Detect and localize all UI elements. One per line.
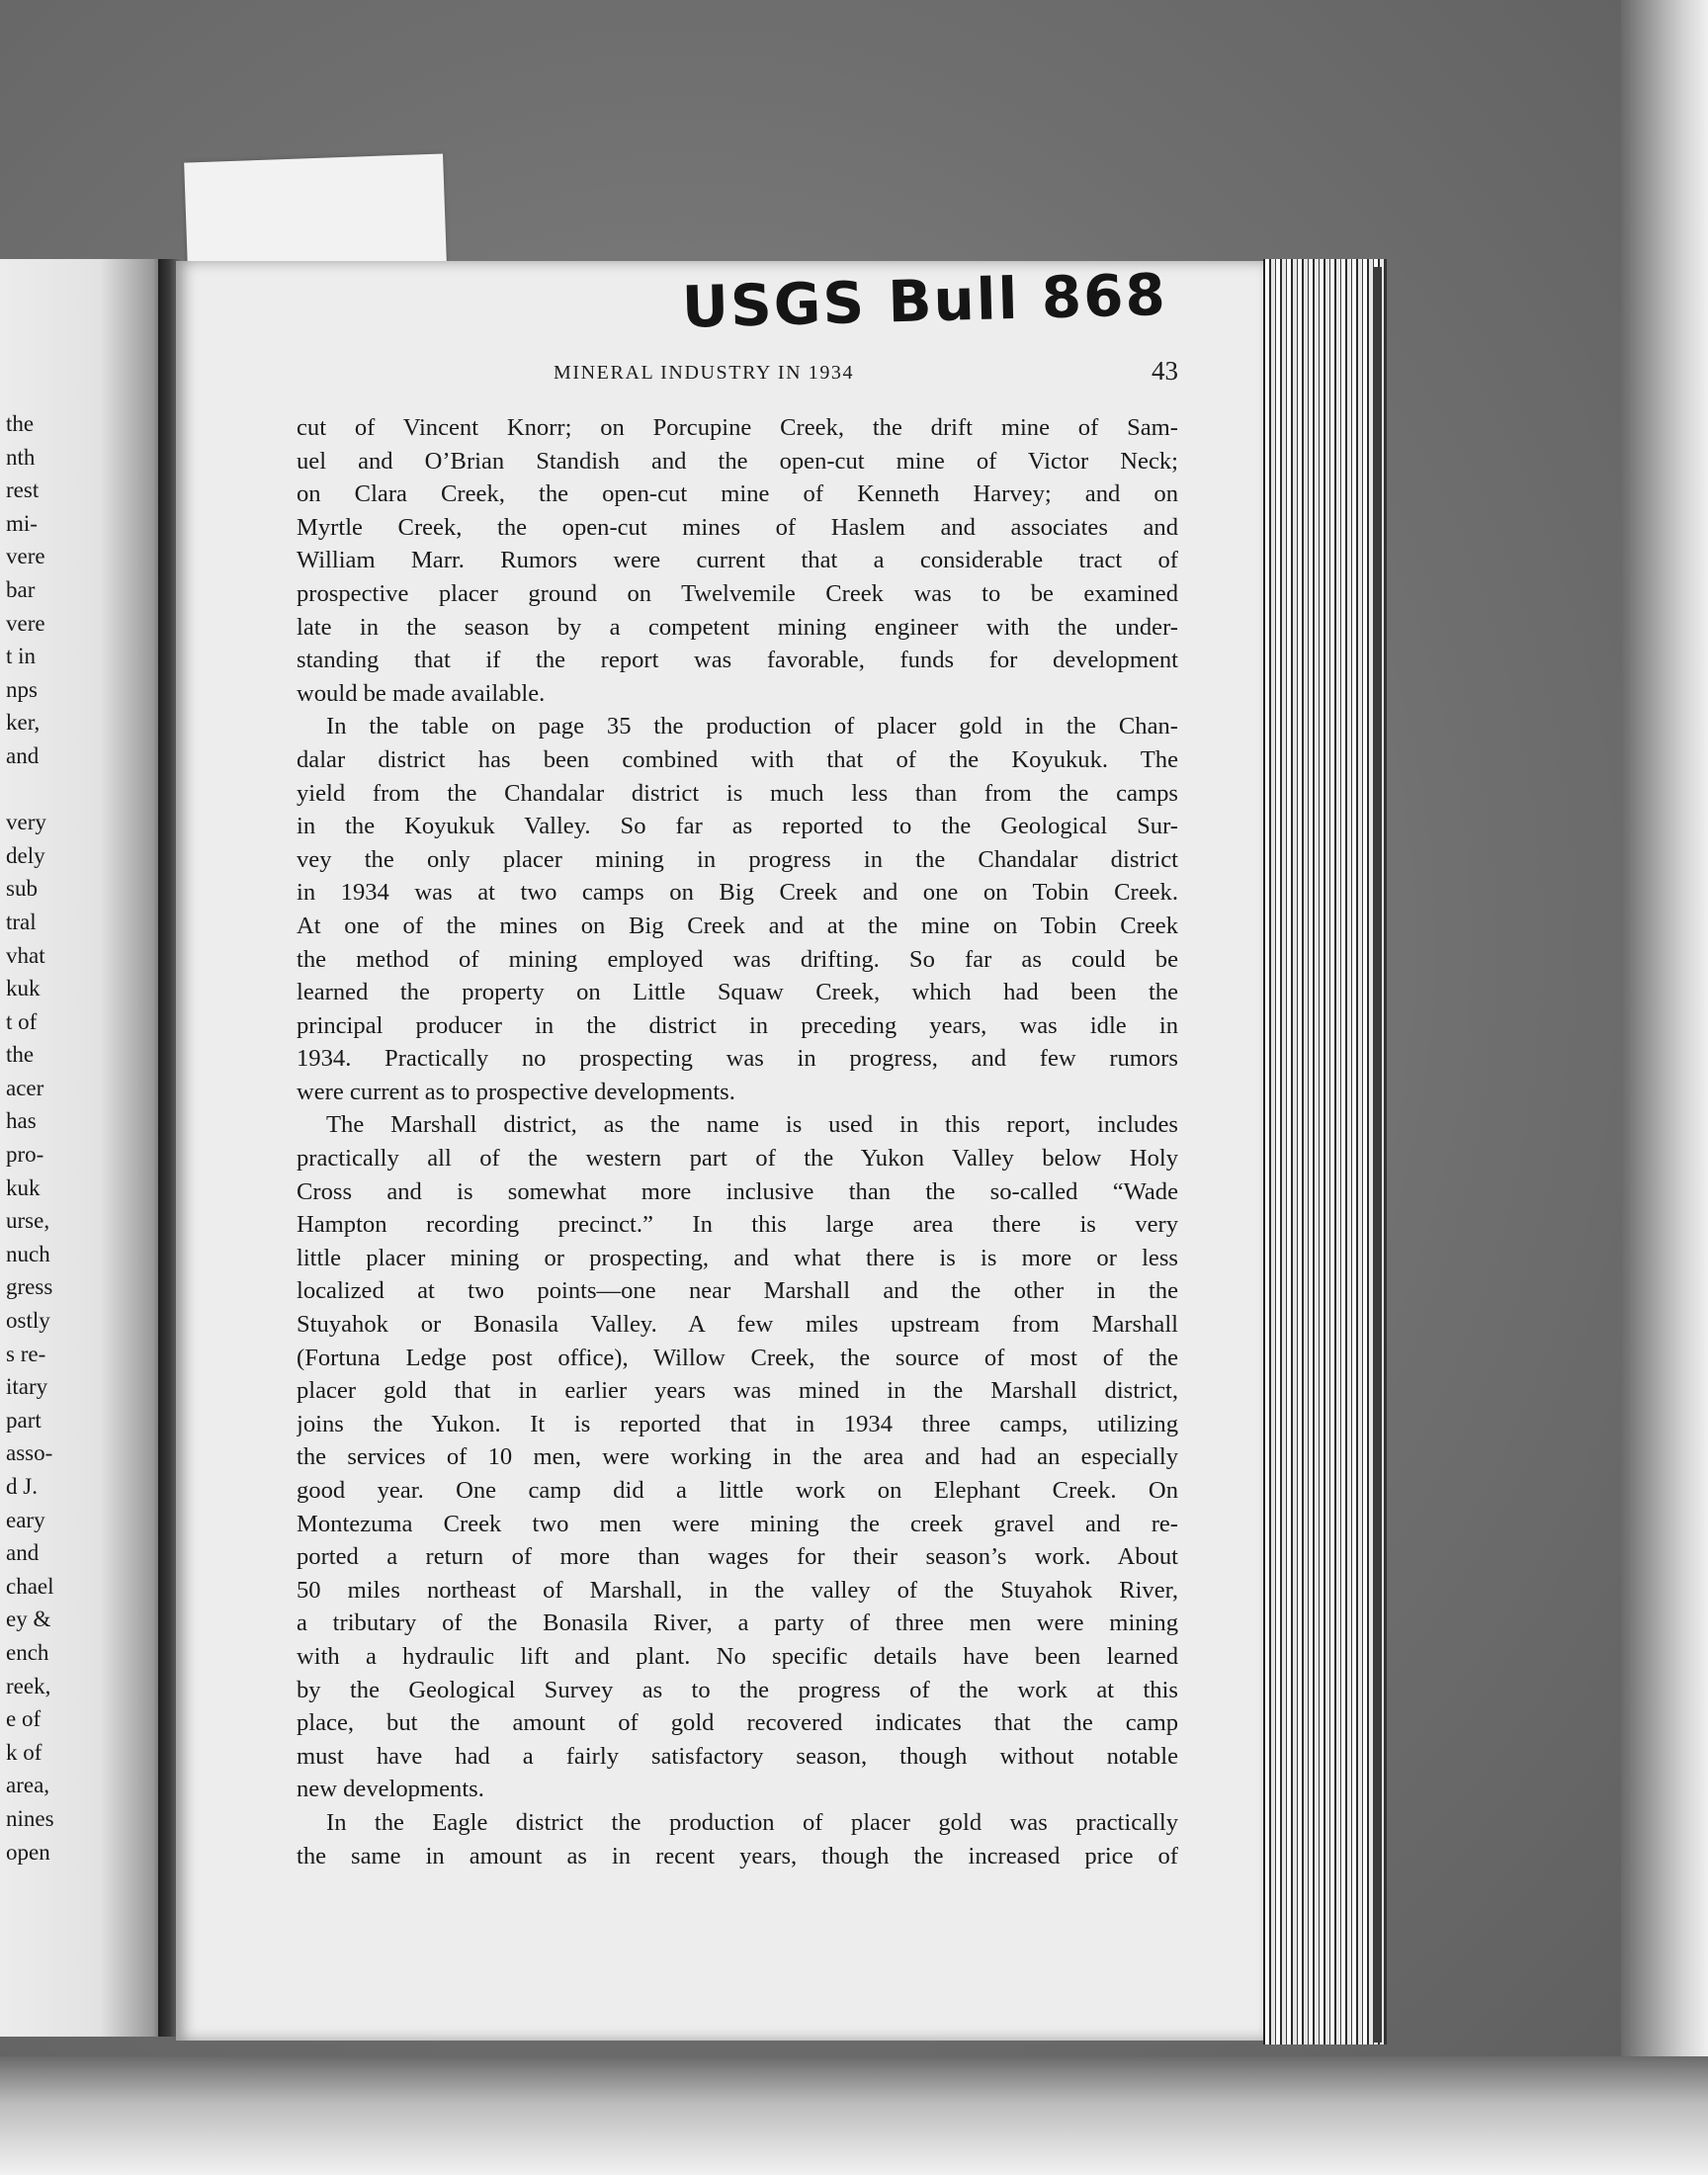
facing-page-line: the [6, 411, 35, 436]
text-line: would be made available. [297, 679, 546, 707]
facing-page-line: eary [6, 1507, 45, 1532]
facing-page-line: t of [6, 1008, 38, 1034]
paper-tab-slip [184, 153, 447, 271]
page-stack-edge [1263, 259, 1387, 2044]
facing-page-line: open [6, 1839, 50, 1865]
facing-page-line: and [6, 742, 40, 768]
text-line: In the Eagle district the production of placer gold was practically [326, 1808, 1178, 1836]
text-line: joins the Yukon. It is reported that in 1934 three camps, utilizing [297, 1410, 1178, 1437]
handwritten-annotation: USGS Bull 868 [681, 260, 1168, 341]
text-line: little placer mining or prospecting, and what there is is more or less [297, 1244, 1178, 1271]
text-line: prospective placer ground on Twelvemile Creek was to be examined [297, 579, 1178, 607]
text-line: practically all of the western part of the Yukon Valley below Holy [297, 1145, 1178, 1173]
text-line: on Clara Creek, the open-cut mine of Kenneth Harvey; and on [297, 480, 1178, 508]
facing-page-line: pro- [6, 1142, 44, 1168]
text-line: uel and O’Brian Standish and the open-cut mine of Victor Neck; [297, 447, 1178, 475]
facing-page-line: nuch [6, 1241, 50, 1266]
text-line: Montezuma Creek two men were mining the creek gravel and re- [297, 1510, 1178, 1537]
text-line: In the table on page 35 the production of placer gold in the Chan- [326, 713, 1178, 740]
scan-bottom-margin [0, 2056, 1708, 2175]
facing-page-line: dely [6, 842, 45, 868]
running-head [297, 356, 1178, 392]
text-line: in 1934 was at two camps on Big Creek and one on Tobin Creek. [297, 879, 1178, 907]
facing-page-line: vere [6, 544, 45, 569]
text-line: vey the only placer mining in progress in the Chandalar district [297, 845, 1178, 873]
text-line: 50 miles northeast of Marshall, in the valley of the Stuyahok River, [297, 1576, 1178, 1604]
facing-page-line: part [6, 1407, 42, 1433]
text-line: principal producer in the district in preceding years, was idle in [297, 1011, 1178, 1039]
text-line: in the Koyukuk Valley. So far as reported to the Geological Sur- [297, 813, 1178, 840]
text-line: The Marshall district, as the name is used in this report, includes [326, 1111, 1178, 1139]
text-line: with a hydraulic lift and plant. No specific details have been learned [297, 1642, 1178, 1670]
text-line: dalar district has been combined with that of the Koyukuk. The [297, 745, 1178, 773]
text-line: by the Geological Survey as to the progress of the work at this [297, 1676, 1178, 1703]
text-line: Cross and is somewhat more inclusive than the so-called “Wade [297, 1177, 1178, 1205]
facing-page-line: kuk [6, 976, 41, 1001]
facing-page-line: acer [6, 1075, 44, 1100]
text-line: must have had a fairly satisfactory season, though without notable [297, 1742, 1178, 1770]
facing-page-line: gress [6, 1274, 53, 1300]
text-line: William Marr. Rumors were current that a considerable tract of [297, 547, 1178, 574]
facing-page-line: has [6, 1108, 37, 1134]
facing-page-line: very [6, 810, 46, 835]
facing-page-edge [0, 259, 166, 2037]
facing-page-line: k of [6, 1739, 43, 1765]
text-line: At one of the mines on Big Creek and at the mine on Tobin Creek [297, 912, 1178, 939]
facing-page-line: nines [6, 1805, 54, 1831]
text-line: a tributary of the Bonasila River, a party of three men were mining [297, 1610, 1178, 1637]
text-line: Hampton recording precinct.” In this large area there is very [297, 1211, 1178, 1239]
text-line: new developments. [297, 1776, 484, 1803]
text-line: standing that if the report was favorable, funds for development [297, 647, 1178, 674]
facing-page-line: tral [6, 909, 37, 934]
text-line: yield from the Chandalar district is much less than from the camps [297, 779, 1178, 807]
facing-page-line: urse, [6, 1208, 50, 1234]
facing-page-line: chael [6, 1573, 54, 1599]
text-line: place, but the amount of gold recovered indicates that the camp [297, 1709, 1178, 1737]
facing-page-line [0, 773, 166, 807]
text-line: the services of 10 men, were working in the area and had an especially [297, 1443, 1178, 1471]
facing-page-line: d J. [6, 1474, 38, 1499]
text-line: were current as to prospective developments. [297, 1078, 735, 1105]
facing-page-line: asso- [6, 1440, 53, 1466]
facing-page-line: ey & [6, 1607, 51, 1632]
text-line: ported a return of more than wages for their season’s work. About [297, 1543, 1178, 1571]
running-title: MINERAL INDUSTRY IN 1934 [554, 362, 855, 384]
facing-page-line: nps [6, 676, 38, 702]
text-line: Myrtle Creek, the open-cut mines of Haslem and associates and [297, 513, 1178, 541]
text-line: (Fortuna Ledge post office), Willow Creek, the source of most of the [297, 1344, 1178, 1371]
facing-page-line: vhat [6, 942, 45, 968]
facing-page-line: nth [6, 444, 36, 470]
text-line: Stuyahok or Bonasila Valley. A few miles upstream from Marshall [297, 1311, 1178, 1339]
facing-page-line: reek, [6, 1673, 51, 1698]
text-line: late in the season by a competent mining engineer with the under- [297, 613, 1178, 641]
scan-right-margin [1621, 0, 1708, 2096]
facing-page-line: ostly [6, 1308, 50, 1334]
facing-page-line: sub [6, 876, 38, 902]
facing-page-top-margin [0, 259, 166, 407]
facing-page-line: s re- [6, 1341, 46, 1366]
facing-page-line: vere [6, 610, 45, 636]
facing-page-line: kuk [6, 1174, 41, 1200]
text-line: good year. One camp did a little work on Elephant Creek. On [297, 1477, 1178, 1504]
text-line: placer gold that in earlier years was mined in the Marshall district, [297, 1377, 1178, 1405]
text-line: the same in amount as in recent years, though the increased price of [297, 1842, 1178, 1870]
text-line: learned the property on Little Squaw Creek, which had been the [297, 979, 1178, 1006]
facing-page-line: ker, [6, 710, 41, 736]
facing-page-line: area, [6, 1773, 50, 1798]
text-line: the method of mining employed was drifting. So far as could be [297, 945, 1178, 973]
facing-page-line: itary [6, 1374, 48, 1400]
facing-page-line: and [6, 1540, 40, 1566]
facing-page-line: ench [6, 1639, 49, 1665]
text-line: cut of Vincent Knorr; on Porcupine Creek, the drift mine of Sam- [297, 414, 1178, 441]
text-line: 1934. Practically no prospecting was in progress, and few rumors [297, 1045, 1178, 1073]
facing-page-line: mi- [6, 510, 38, 536]
facing-page-line: e of [6, 1706, 42, 1732]
text-line: localized at two points—one near Marshall and the other in the [297, 1277, 1178, 1305]
body-text [297, 411, 1178, 1872]
book-cover-edge [1374, 267, 1382, 2043]
facing-page-line: bar [6, 576, 36, 602]
page-number: 43 [1152, 356, 1178, 386]
facing-page-line: t in [6, 644, 37, 669]
facing-page-line: rest [6, 478, 40, 503]
facing-page-line: the [6, 1042, 35, 1068]
